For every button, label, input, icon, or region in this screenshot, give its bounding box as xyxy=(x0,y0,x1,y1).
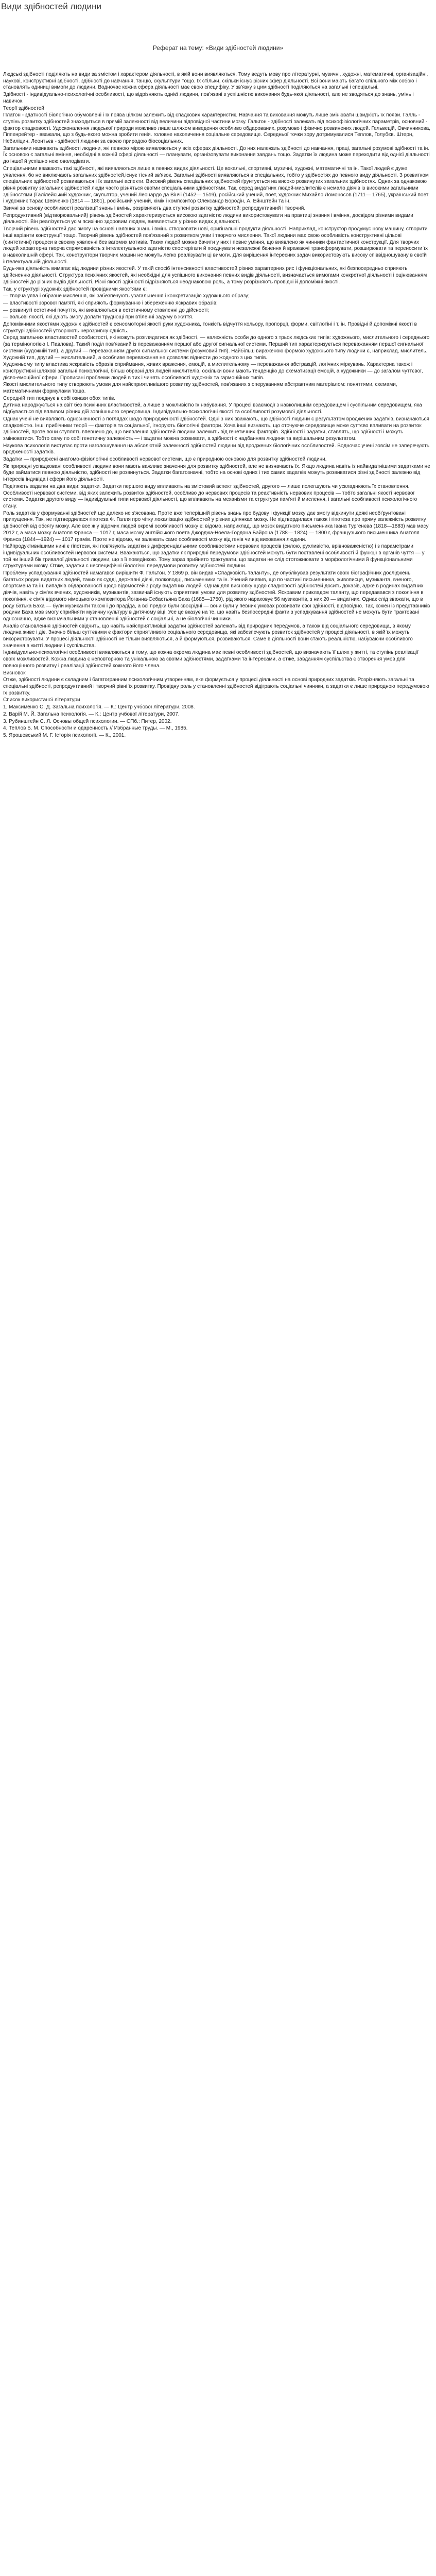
paragraph: Художньому типу властива яскравість образів сприймання, живих враження, емоцій, а мислительному — переважання абстракцій, логічних міркувань. Характерна також і конструктивні шляхові загальні психологічні, більш образні для людей мислителів, оскільки вони мають тенденцію до схематизації емоцій, а художники — до загалом чуттєвої, дієво-емоційної сфери. Прописані проблеми людей в тих і чинять особливості художніх та гармонійних типів. xyxy=(3,362,423,381)
paragraph: — властивості зорової пам'яті, які сприяють формуванню і збереженню яскравих образів; xyxy=(3,300,218,306)
paragraph: Звичні за основу особливості реалізації знань і вмінь, розрізняють два ступені розвитку здібностей: репродуктивний і творчий. xyxy=(3,206,306,212)
document-title: Види здібностей людини xyxy=(1,2,102,11)
paragraph: Якості мислительного типу створюють умови для найсприятливішого розвитку здібностей, пов'язаних з оперуванням абстрактним матеріалом: поняттями, схемами, математичними формулами тощо. xyxy=(3,382,397,395)
paragraph: Так, у структурі художніх здібностей провідними якостями є: xyxy=(3,286,147,292)
paragraph: Поділяють задатки на два види: задатки. Задатки першого виду впливають на змістовий аспект здібностей, другого — лише полегшують чи ускладнюють їх становлення. Особливості нервової системи, від яких залежить розвиток здібностей, особливо до нервових процесів та реактивність нервових процесів — тобто загальні якості нервової системи. Задатки другого виду — індивідуальні типи нервової діяльності, що впливають на механізми та структури пам'яті й мислення, і загальні особливості психологічного стану. xyxy=(3,483,417,509)
paragraph: Середній тип поєднує в собі ознаки обох типів. xyxy=(3,395,116,401)
paragraph: Список використаної літератури xyxy=(3,697,80,703)
document-body xyxy=(3,72,430,740)
paragraph: Наукова психологія виступає проти наголошування на абсолютній залежності здібностей людини від вроджених біологічних особливостей. Водночас учені зовсім не заперечують вродженості задатків. xyxy=(3,443,429,455)
paragraph: 1. Максименко С. Д. Загальна психологія. — К.: Центр учбової літератури, 2008. xyxy=(3,704,195,710)
paragraph: Найпродуктивнішими нині є гіпотези, які пов'язують задатки з диференціальними особливостями нервових процесів (силою, рухливістю, врівноваженістю) і з параметрами індивідуальних особливостей нервової системи. Вважаються, що задатки як природні передумови здібностей можуть бути поставлені особливості й функції в органів чуття — у той чи інший бік тривалої діяльності людини, що з її поведінкою. Тому зараз прийнято трактувати, що задатки не слід ототожнювати з морфологічними й функціональними структурами мозку. Отже, задатки є неспецифічні біологічні передумови розвитку здібностей людини. xyxy=(3,544,425,569)
paragraph: Здібності - індивідуально-психологічні особливості, що відрізняють однієї людини, пов'язані з успішністю виконання будь-якої діяльності, але не зводяться до знань, умінь і навичок. xyxy=(3,92,414,104)
paragraph: Проблему успадкування здібностей намагався вирішити Ф. Гальтон. У 1869 р. він видав «Спадковість таланту», де опублікував результати своїх біографічних досліджень багатьох родин видатних людей, таких як судді, державні діячі, полководці, письменники та ін. Учений виявив, що по частині письменника, живописця, музиканта, вченого, спортсмена та ін. випадків обдарованості щодо відомостей з роду видатних людей. Однак для висновку щодо спадковості здібностей досить доказів, адже в родинах видатних діячів, навіть у сім'ях вчених, художників, музикантів, зазвичай існують сприятливі умови для розвитку здібностей. Яскравим прикладом таланту, що передавався з покоління в покоління, є сім'я відомого німецького композитора Йоганна-Себастьяна Баха (1685—1750), рід якого нараховує 56 музикантів, з них 20 — видатних. Однак слід зважати, що в роду батька Баха — були музиканти також і до прадіда, а всі предки були своєрідні — вони були у певних умовах розвивати свої здібності, відповідно. Так, кожен із представників родини Баха мав змогу сприйняти музичну культуру в дитячому віці. Усе це вказує на те, що навіть безпосередні факти з успадкування здібностей не можуть бути трактовані однозначно, адже визначальними у становленні здібностей є соціальні, а не біологічні чинники. xyxy=(3,570,430,622)
paragraph: Спеціальними вважають такі здібності, які виявляються лише в певних видах діяльності. Це вокальні, спортивні, музичні, художні, математичні та ін. Такої людей є дуже уявлення, бо не виключають загальних здібностей,існує тісний зв'язок. Загальні здібності виявляються в спеціальних, тобто у здібностях до певного виду діяльності. З розвитком спеціальних здібностей розвиваються і їх загальні аспекти. Високий рівень спеціальних здібностей ґрунтується на високо розвинутих загальних здібностях. Однак за однаковою рівня розвитку загальних здібностей люди часто різняться своїми спеціальними здібностями. Так, серед видатних людей-мислителів є немало діячів із високими загальними здібностями (Галілейський художник, скульптор, учений Леонардо да Вінчі (1452— 1519), російський учений, поет, художник Михайло Ломоносов (1711— 1765), український поет і художник Тарас Шевченко (1814 — 1861), російський учений, хімік і композитор Олександр Бородін, А. Ейнштейн та ін. xyxy=(3,165,429,205)
paragraph: Творчий рівень здібностей дає змогу на основі наявних знань і вмінь створювати нові, оригінальні продукти діяльності. Наприклад, конструктор продумує нову машину, створити інші варіанти конструкції тощо. Творчий рівень здібностей пов'язаний з розвитком уяви і творчого мислення. Такої людини має свою особливість конструктивні цільові (синтетичні) процеси в своєму уявленні без вагомих мотивів. Таких людей можна бачити у них і певне уміння, що виявлено як чинники фантастичної конструкції. Для творчих людей характерна творча спрямованість з інтелектуальною здатністю спостерігати й поєднувати незалежні бачення й вражаючі трансформувати, розширювати та переносити їх в навколишній сфері. Так, конструктори творчих машин не можуть легко реалізувати ці вимоги. Для вирішення інтересних задач використовують високу співвідношувану в своїй інтелектуальній діяльності. xyxy=(3,226,428,265)
document-subtitle: Реферат на тему: «Види здібностей людини» xyxy=(152,44,284,52)
paragraph: Індивідуально-психологічні особливості виявляються в тому, що кожна окрема людина має певні особливості здібностей, що визначають її шлях у житті, та ступінь реалізації своїх можливостей. Кожна людина є неповторною та унікальною за своїми здібностями, задатками та інтересами, а отже, завданням суспільства є створення умов для повноцінного розвитку і реалізації здібностей кожного його члена. xyxy=(3,650,418,669)
paragraph: Людські здібності поділяють на види за змістом і характером діяльності, в якій вони виявляються. Тому ведуть мову про літературні, музичні, художні, математичні, організаційні, наукові, конструктивні здібності, здібності до навчання, танцю, скульптури тощо. Іх стільки, скільки існує різних сфер діяльності. Всі вони мають багато спільного між собою і становлять одиниці вимоги до людини. Водночас кожна сфера діяльності має свою специфіку. У зв'язку з цим здібності поділяються на загальні і спеціальні. xyxy=(3,72,428,91)
paragraph: Задатки — природжені анатомо-фізіологічні особливості нервової системи, що є природною основою для розвитку здібностей людини. xyxy=(3,456,327,463)
paragraph: — розвинуті естетичні почуття, які виявляються в естетичному ставленні до дійсності; xyxy=(3,307,209,313)
paragraph: Висновок xyxy=(3,670,26,676)
paragraph: Будь-яка діяльність вимагає від людини різних якостей. У такій спосіб інтенсивності властивостей різних характерних рис і функціональних, які безпосередньо сприяють здійсненню діяльності. Структура психічних якостей, які необхідні для успішного виконання певних видів діяльності, визначається вимогами конкретної діяльності і оцінюванням здібностей до різних видів діяльності. Різні якості здібності відрізняються неоднаковою роль, а тому розрізняють провідні й допоміжні якості. xyxy=(3,266,427,285)
paragraph: Серед загальних властивостей особистості, які можуть розглядатися як здібності, — належність особи до одного з трьох людських типів: художнього, мислительного і середнього (за термінологією І. Павлова). Такий поділ пов'язаний із переважанням першої або другої сигнальної системи. Перший тип характеризується переважанням першої сигнальної системи (художній тип), а другий — переважанням другої сигнальної системи (розумовий тип). Найбільш вираженою формою художнього типу людини є, наприклад, мислитель. Художній тип, другий — мислительний, а особливе переважання не дозволяє віднести до жодного з цих типів. xyxy=(3,335,430,361)
paragraph: Аналіз становлення здібностей свідчить, що навіть найсприятливіші задатки здібностей залежать від природних передумов, а також від соціального середовища, в якому людина живе і діє. Значно більш суттєвими є фактори сприятливого соціального середовища, які забезпечують розвиток здібностей у процесі діяльності, в якій їх можуть використовувати. У процесі діяльності здібності не тільки виявляються, а й формуються, розвиваються. Саме в діяльності вони стають реальністю, набуваючи особливого значення в житті людини і суспільства. xyxy=(3,623,413,649)
paragraph: Теорії здібностей xyxy=(3,105,44,111)
paragraph: Дитина народжується на світ без психічних властивостей, а лише з можливістю їх набування. У процесі взаємодії з навколишнім середовищем і суспільним середовищем, яка відбувається під впливом різних дій зовнішнього середовища. Індивідуально-психологічні якості та особливості розумової діяльності. xyxy=(3,402,422,415)
paragraph: Однак учені не виявляють однозначності з поглядах щодо природженості здібностей. Одні з них вважають, що здібності людини є результатом вроджених задатків, визначаються спадковістю. Інші прибічники теорії — факторів та соціальної, ігнорують біологічні фактори. Хоча інші визнають, що оточуюче середовище може суттєво впливати на розвиток здібностей, проте вони ступлять впевнено до, що виявлення здібностей людини залежить від генетичних факторів. Здібності і задатки, ставлять, що здібності і можуть змінюватися. Тобто саму по собі генетичну залежність — і задатки можна розвивати, а здібності є надбанням людини та вирішальним результатом. xyxy=(3,416,429,442)
paragraph: 2. Варій М. Й. Загальна психологія. — К.: Центр учбової літератури, 2007. xyxy=(3,711,180,717)
paragraph: 4. Теплов Б. М. Способности и одаренность // Избранные труды. — М., 1985. xyxy=(3,725,188,732)
paragraph: — творча уява і образне мислення, які забезпечують узагальнення і конкретизацію художнього образу; xyxy=(3,293,250,299)
paragraph: Як природні успадковані особливості людини вони мають важливе значення для розвитку здібностей, але не визначають їх. Якщо людина навіть із найвидатнішими задатками не буде займатися певною діяльністю, здібності не розвинуться. Задатки багатозначні, тобто на основі одних і тих самих задатків можуть розвиватися різні здібності залежно від інтересів індивіда і сфери його діяльності. xyxy=(3,463,430,483)
paragraph: 5. Ярошевський М. Г. Історія психології. — К., 2001. xyxy=(3,732,126,738)
paragraph: 3. Рубинштейн С. Л. Основы общей психологии. — СПб.: Питер, 2002. xyxy=(3,718,172,724)
paragraph: Допоміжними якостями художніх здібностей є сенсомоторні якості руки художника, тонкість відчуття кольору, пропорції, форми, світлотіні і т. ін. Провідні й допоміжні якості в структурі здібностей утворюють нерозривну єдність. xyxy=(3,321,417,334)
paragraph: — вольові якості, які дають змогу долати труднощі при втіленні задуму в життя. xyxy=(3,314,194,320)
paragraph: Репродуктивний (відтворювальний) рівень здібностей характеризується високою здатністю людини використовувати на практиці знання і вміння, досвідом різними видами діяльності. Він реалізується усім психічно здоровим людям, виявляється у різних видах діяльності. xyxy=(3,212,413,225)
paragraph: Платон - здатності біологічно обумовлені і їх поява цілком залежить від спадкових характеристик. Навчання та виховання можуть лише змінювати швидкість їх появи. Галль - ступінь розвитку здібностей знаходиться в прямій залежності від величини відповідної частини мозку. Гальтон - здібності залежать від психофізіологічних параметрів, основний - фактор спадковості. Удосконалення людської природи можливо лише шляхом виведення особливо обдарованих, розумово і фізично розвинених людей. Гельвецій, Овчинникова, Гіппенрейтер - вважали, що з будь-якого можна зробити генія. головне накопичення соціальне середовище. Середньої точки зору дотримувалися Теплов, Голубєв. Штерн, Небиліцин. Леонтьєв - здібності людини за своєю природою біосоціальних. xyxy=(3,112,430,145)
paragraph: Отже, здібності людини є складним і багатогранним психологічним утворенням, яке формується у процесі діяльності на основі природних задатків. Розрізняють загальні та спеціальні здібності, репродуктивний і творчий рівні їх розвитку. Провідну роль у становленні здібностей відіграють соціальні чинники, а задатки є лише природною передумовою їх розвитку. xyxy=(3,677,429,696)
paragraph: Роль задатків у формуванні здібностей ще далеко не з'ясована. Проте вже теперішній рівень знань про будову і функції мозку дає змогу відкинути деякі необґрунтовані припущення. Так, не підтвердилася гіпотеза Ф. Галля про чітку локалізацію здібностей у різних ділянках мозку. Не підтвердилася також і гіпотеза про пряму залежність розвитку здібностей від обсягу мозку. Але все ж у відомих людей окремі особливості мозку є: відомо, наприклад, що мозок видатного письменника Івана Тургенєва (1818—1883) мав масу 2012 г, а маса мозку Анатоля Франса — 1017 г, маса мозку англійського поета Джорджа-Ноела-Гордона Байрона (1788— 1824) — 1800 г, французького письменника Анатоля Франса (1844—1924) — 1017 грамів. Проте не відомо, чи залежать саме особливості мозку від генів чи від виховання людини. xyxy=(3,510,429,543)
paragraph: Загальними називають здібності людини, які певною мірою виявляються у всіх сферах діяльності. До них належать здібності до навчання, праці, загальні розумові здібності та ін. Їх основою є загальні вміння, необхідні в кожній сфері діяльності — планувати, організовувати виконання завдань тощо. Задатки їх людина може переходити від однієї діяльності до іншої й успішно нею оволодівати. xyxy=(3,145,430,165)
